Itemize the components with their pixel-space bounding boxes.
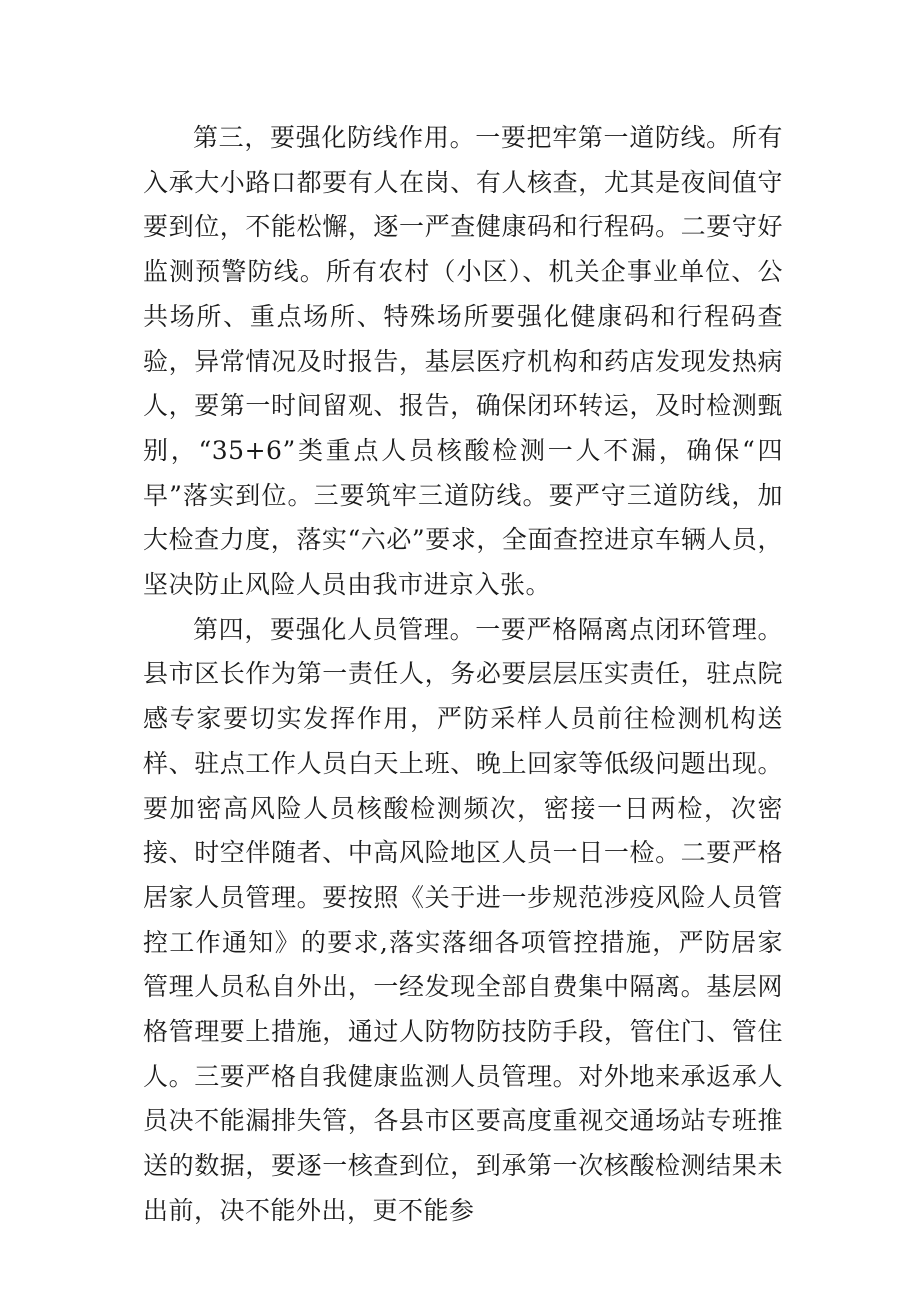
paragraph-fourth-point: 第四，要强化人员管理。一要严格隔离点闭环管理。县市区长作为第一责任人，务必要层层压实责任，驻点院感专家要切实发挥作用，严防采样人员前往检测机构送样、驻点工作人员白天上班、晚上回家等低级问题出现。要加密高风险人员核酸检测频次，密接一日两检，次密接、时空伴随者、中高风险地区人员一日一检。二要严格居家人员管理。要按照《关于进一步规范涉疫风险人员管控工作通知》的要求,落实落细各项管控措施，严防居家管理人员私自外出，一经发现全部自费集中隔离。基层网格管理要上措施，通过人防物防技防手段，管住门、管住人。三要严格自我健康监测人员管理。对外地来承返承人员决不能漏排失管，各县市区要高度重视交通场站专班推送的数据，要逐一核查到位，到承第一次核酸检测结果未出前，决不能外出，更不能参	[143, 614, 783, 1225]
document-body	[143, 116, 783, 1234]
paragraph-third-point: 第三，要强化防线作用。一要把牢第一道防线。所有入承大小路口都要有人在岗、有人核查，尤其是夜间值守要到位，不能松懈，逐一严查健康码和行程码。二要守好监测预警防线。所有农村（小区）、机关企事业单位、公共场所、重点场所、特殊场所要强化健康码和行程码查验，异常情况及时报告，基层医疗机构和药店发现发热病人，要第一时间留观、报告，确保闭环转运，及时检测甄别，“35+6”类重点人员核酸检测一人不漏，确保“四早”落实到位。三要筑牢三道防线。要严守三道防线，加大检查力度，落实“六必”要求，全面查控进京车辆人员，坚决防止风险人员由我市进京入张。	[143, 123, 783, 600]
